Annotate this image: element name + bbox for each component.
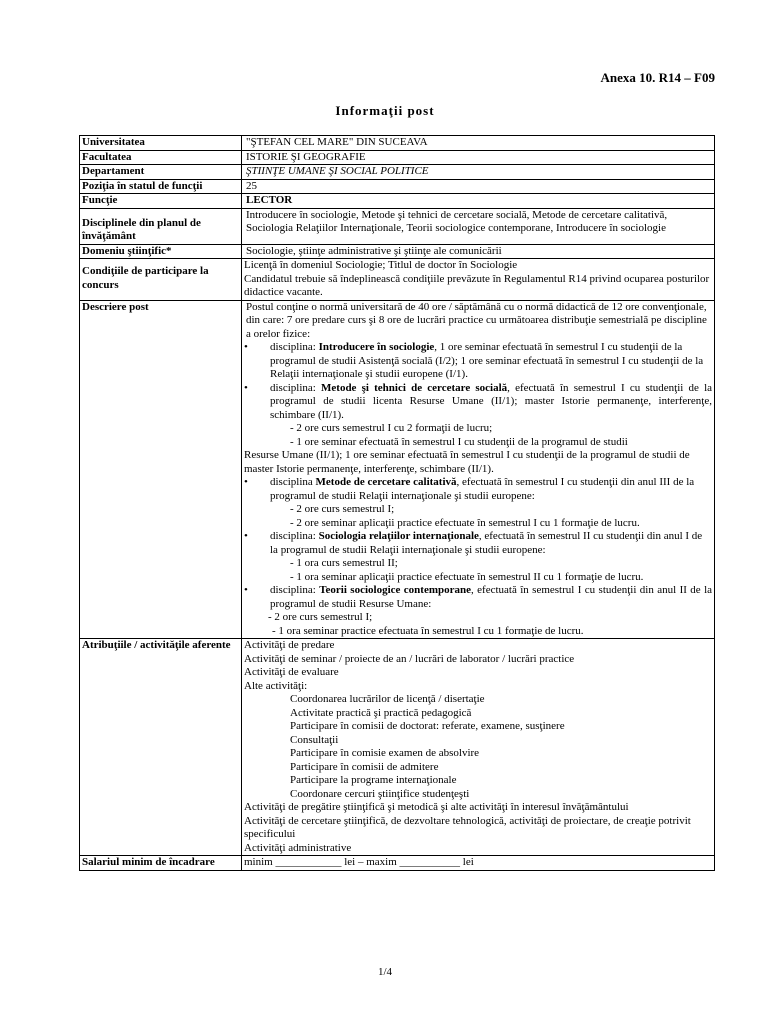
discipline-subline: - 2 ore curs semestrul I cu 2 formaţii de lucru; — [290, 422, 493, 434]
discipline-prefix: disciplina: — [270, 530, 319, 542]
discipline-prefix: disciplina: — [270, 381, 322, 394]
annex-code: Anexa 10. R14 – F09 — [600, 70, 715, 85]
activities-value — [242, 639, 715, 856]
table-row — [80, 136, 715, 151]
activity-item: Activităţi de predare — [244, 639, 335, 651]
row-label: Condiţiile de participare la concurs — [80, 259, 242, 301]
discipline-subline: - 2 ore curs semestrul I; — [268, 611, 373, 623]
discipline-name: Teorii sociologice contemporane — [319, 584, 472, 596]
table-row — [80, 300, 715, 639]
sub-activity-item: Participare la programe internaţionale — [290, 774, 457, 786]
conditions-value — [242, 259, 715, 301]
row-label: Salariul minim de încadrare — [80, 856, 242, 871]
table-row — [80, 639, 715, 856]
row-label: Atribuţiile / activităţile aferente — [80, 639, 242, 856]
disciplines-value: Introducere în sociologie, Metode şi tehnici de cercetare socială, Metode de cercetare calitativă, Sociologia Relaţiilor Internaţionale, Teorii sociologice contemporane, Introducere în sociologie — [242, 208, 715, 244]
discipline-subline: - 1 ora curs semestrul II; — [290, 557, 398, 569]
page-title: Informaţii post — [335, 103, 435, 118]
table-row — [80, 179, 715, 194]
table-row — [80, 208, 715, 244]
discipline-name: Metode şi tehnici de cercetare socială — [321, 381, 508, 394]
discipline-prefix: disciplina: — [270, 341, 319, 353]
discipline-subline: - 1 ore seminar efectuată în semestrul I cu studenţii de la programul de studii — [290, 435, 628, 448]
discipline-item — [244, 341, 712, 382]
position-value: 25 — [242, 179, 715, 194]
discipline-details: , efectuată în semestrul I cu studenţii din anul II de la programul de studii Resurse Umane: — [270, 584, 713, 610]
discipline-item — [244, 530, 712, 557]
department-value: ŞTIINŢE UMANE ŞI SOCIAL POLITICE — [242, 165, 715, 180]
university-value: "ŞTEFAN CEL MARE" DIN SUCEAVA — [242, 136, 715, 151]
discipline-subline: - 2 ore curs semestrul I; — [290, 503, 395, 515]
discipline-details: , efectuată în semestrul II cu studenţii din anul I de la programul de studii Relaţii internaţionale şi studii europene: — [270, 530, 703, 556]
activity-item: Alte activităţi: — [244, 679, 308, 692]
table-row — [80, 259, 715, 301]
discipline-details: , efectuată în semestrul I cu studenţii de la programul de studii licenta Resurse Umane (II/1); master Istorie permanenţe, interferenţe, schimbare (II/1). — [270, 381, 713, 421]
domain-value: Sociologie, ştiinţe administrative şi ştiinţe ale comunicării — [242, 244, 715, 259]
conditions-line: Licenţă în domeniul Sociologie; Titlul de doctor în Sociologie — [244, 259, 518, 271]
discipline-item — [244, 476, 712, 503]
discipline-continuation: Resurse Umane (II/1); 1 ore seminar efectuată în semestrul I cu studenţii de la programul de studii de master Istorie permanenţe, interferenţe, schimbare (II/1). — [244, 449, 690, 475]
salary-value: minim ____________ lei – maxim ___________ lei — [242, 856, 715, 871]
table-row — [80, 244, 715, 259]
discipline-details: , 1 ore seminar efectuată în semestrul I cu studenţii de la programul de studii Asistenţă socială (I/2); 1 ore seminar efectuată în semestrul I cu studenţii de la Relaţii internaţionale şi studii europene (I/1). — [270, 341, 704, 380]
discipline-name: Sociologia relaţiilor internaţionale — [318, 530, 479, 542]
sub-activity-item: Participare în comisii de doctorat: referate, examene, susţinere — [290, 720, 565, 732]
table-row — [80, 150, 715, 165]
table-row — [80, 165, 715, 180]
row-label: Funcţie — [80, 194, 242, 209]
activity-item: Activităţi de seminar / proiecte de an / lucrări de laborator / lucrări practice — [244, 652, 575, 665]
activity-item: Activităţi de cercetare ştiinţifică, de dezvoltare tehnologică, activităţi de proiectare, de creaţie potrivit specificului — [244, 814, 691, 840]
sub-activity-item: Participare în comisie examen de absolvire — [290, 747, 480, 759]
row-label: Descriere post — [80, 300, 242, 639]
row-label: Departament — [80, 165, 242, 180]
discipline-name: Introducere în sociologie — [318, 341, 435, 353]
row-label: Facultatea — [80, 150, 242, 165]
activity-item: Activităţi de evaluare — [244, 666, 339, 678]
job-info-table — [79, 135, 715, 871]
row-label: Universitatea — [80, 136, 242, 151]
discipline-subline: - 2 ore seminar aplicaţii practice efectuate în semestrul I cu 1 formaţie de lucru. — [290, 516, 640, 529]
discipline-item — [244, 584, 712, 611]
table-row — [80, 194, 715, 209]
function-value: LECTOR — [242, 194, 715, 209]
discipline-details: , efectuată în semestrul I cu studenţii din anul III de la programul de studii Relaţii internaţionale şi studii europene: — [270, 476, 695, 502]
faculty-value: ISTORIE ŞI GEOGRAFIE — [242, 150, 715, 165]
sub-activity-item: Participare în comisii de admitere — [290, 760, 439, 773]
row-label: Domeniu ştiinţific* — [80, 244, 242, 259]
discipline-name: Metode de cercetare calitativă — [315, 476, 457, 488]
discipline-item — [244, 382, 712, 423]
activity-item: Activităţi administrative — [244, 841, 352, 854]
conditions-line: Candidatul trebuie să îndeplinească condiţiile prevăzute în Regulamentul R14 privind ocuparea posturilor didactice vacante. — [244, 272, 710, 298]
row-label: Poziţia în statul de funcţii — [80, 179, 242, 194]
description-value — [242, 300, 715, 639]
discipline-prefix: disciplina: — [270, 584, 320, 596]
discipline-subline: - 1 ora seminar aplicaţii practice efectuate în semestrul II cu 1 formaţie de lucru. — [290, 570, 644, 583]
row-label: Disciplinele din planul de învăţământ — [80, 208, 242, 244]
table-row — [80, 856, 715, 871]
discipline-prefix: disciplina — [270, 476, 316, 488]
activity-item: Activităţi de pregătire ştiinţifică şi metodică şi alte activităţi în interesul învăţământului — [244, 801, 629, 813]
sub-activity-item: Coordonarea lucrărilor de licenţă / disertaţie — [290, 693, 485, 705]
page-number: 1/4 — [377, 966, 393, 978]
discipline-subline: - 1 ora seminar practice efectuata în semestrul I cu 1 formaţie de lucru. — [272, 624, 584, 637]
sub-activity-item: Coordonare cercuri ştiinţifice studenţeşti — [290, 787, 470, 800]
description-intro: Postul conţine o normă universitară de 40 ore / săptămână cu o normă didactică de 12 ore convenţionale, din care: 7 ore predare curs şi 8 ore de lucrări practice cu următoarea distribuţie semestrială pe discipline a orelor fizice: — [246, 300, 707, 340]
sub-activity-item: Activitate practică şi practică pedagogică — [290, 706, 472, 719]
sub-activity-item: Consultaţii — [290, 733, 339, 746]
